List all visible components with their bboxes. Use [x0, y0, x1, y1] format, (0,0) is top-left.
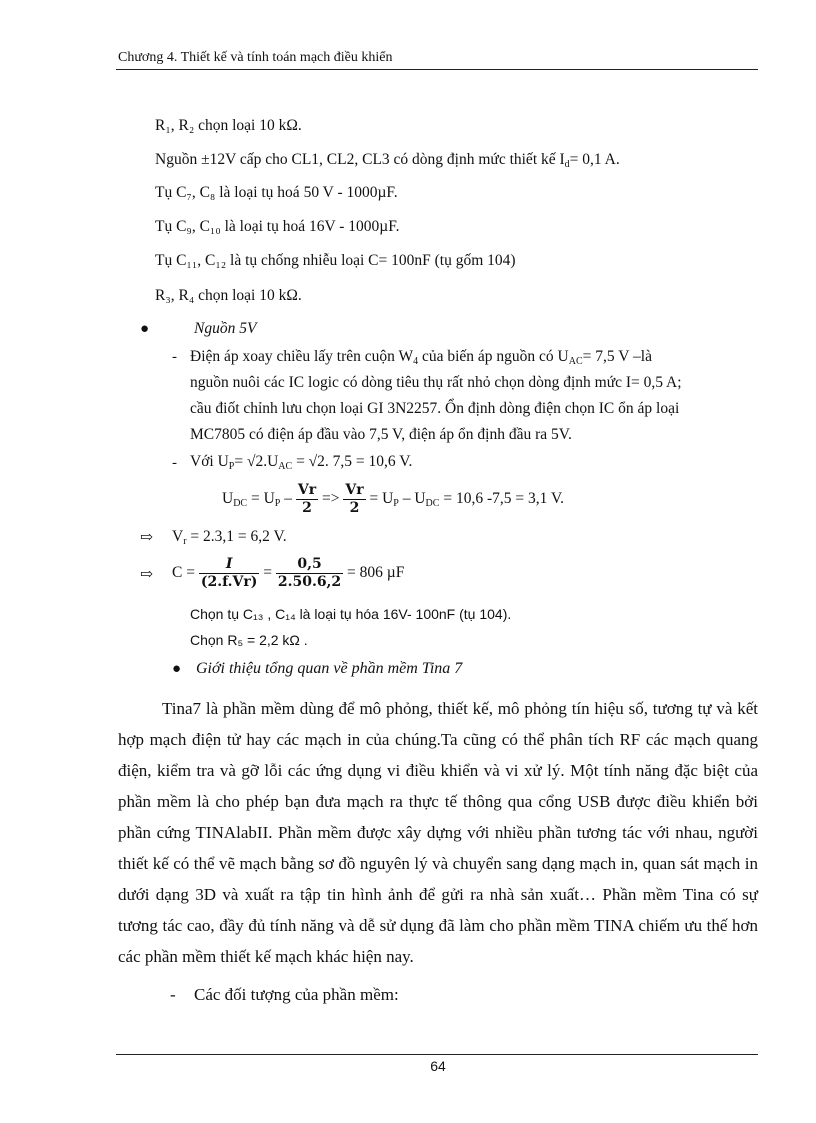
subitem-doi-tuong: Các đối tượng của phần mềm: [194, 985, 399, 1004]
bullet-dot: ● [172, 661, 182, 677]
dash-marker: - [172, 455, 177, 471]
udc-formula: $U_{DC} = U_P$ – $\frac{Vr}{2}$ => $\frac{Vr}{2}$ = $U_P - U_{DC} = 10,6$ -7,5 = 3,1 V. [222, 482, 565, 516]
arrow-icon: ⇨ [140, 566, 153, 583]
fraction-vr-over-2: $\frac{Vr}{2}$ [297, 482, 317, 516]
section-tina7: Giới thiệu tổng quan về phần mềm Tina 7 [196, 660, 463, 677]
line-c9-c10: Tụ C₉, C₁₀ là loại tụ hoá 16V - 1000µF. [155, 218, 400, 235]
item1-line1: Điện áp xoay chiều lấy trên cuộn $W_4$ của biến áp nguồn có $U_{AC}= 7,5$ V –là [190, 348, 652, 367]
item1-line4: MC7805 có điện áp đầu vào 7,5 V, điện áp ổn định đầu ra 5V. [190, 426, 572, 443]
fraction-i-over-2fvr: $\frac{I}{(2.f.Vr)}$ [200, 556, 258, 590]
choose-r5: Chọn R₅ = 2,2 kΩ . [190, 632, 308, 648]
dash-marker: - [172, 349, 177, 365]
vr-result: $V_r = 2.3,1 = 6,2$ V. [172, 528, 287, 547]
item1-line3: cầu điốt chỉnh lưu chọn loại GI 3N2257. Ổn định dòng điện chọn IC ổn áp loại [190, 400, 680, 417]
line-c7-c8: Tụ C₇, C₈ là loại tụ hoá 50 V - 1000µF. [155, 184, 398, 201]
line-r1-r2: R₁, R₂ chọn loại 10 kΩ. [155, 117, 302, 134]
line-r3-r4: R₃, R₄ chọn loại 10 kΩ. [155, 287, 302, 304]
line-c11-c12: Tụ C₁₁, C₁₂ là tụ chống nhiễu loại C= 100nF (tụ gốm 104) [155, 252, 516, 269]
dash-marker: - [170, 985, 176, 1004]
footer-rule [116, 1054, 758, 1055]
page-header: Chương 4. Thiết kế và tính toán mạch điều khiển [118, 50, 393, 65]
fraction-05-over: $\frac{0,5}{2.50.6,2}$ [277, 556, 342, 590]
item2-up-formula: Với $U_P= √2.U_{AC} = √2$. 7,5 = 10,6 V. [190, 453, 413, 472]
page-number: 64 [430, 1058, 446, 1074]
capacitance-formula: C = $\frac{I}{(2.f.Vr)}$ = $\frac{0,5}{2.50.6,2}$ = 806 µF [172, 556, 405, 590]
header-rule [116, 69, 758, 70]
item1-line2: nguồn nuôi các IC logic có dòng tiêu thụ rất nhỏ chọn dòng định mức I= 0,5 A; [190, 374, 682, 391]
arrow-icon: ⇨ [140, 529, 153, 546]
fraction-vr-over-2: $\frac{Vr}{2}$ [345, 482, 364, 516]
line-power-12v: Nguồn ±12V cấp cho CL1, CL2, CL3 có dòng định mức thiết kế $I_d= 0,1$ A. [155, 151, 620, 170]
tina7-paragraph: Tina7 là phần mềm dùng để mô phỏng, thiết kế, mô phỏng tín hiệu số, tương tự và kết hợp mạch điện tử hay các mạch in của chúng.Ta cũng có thể phân tích RF các mạch quang điện, kiểm tra và gỡ lỗi các ứng dụng vi điều khiển và vi xử lý. Một tính năng đặc biệt của phần mềm là cho phép bạn đưa mạch ra thực tế thông qua cổng USB được điều khiển bởi phần cứng TINAlabII. Phần mềm được xây dựng với nhiều phần tương tác với nhau, người thiết kế có thể vẽ mạch bằng sơ đồ nguyên lý và chuyển sang dạng mạch in, quan sát mạch in dưới dạng 3D và xuất ra tập tin hình ảnh để gửi ra nhà sản xuất… Phần mềm Tina có sự tương tác cao, đầy đủ tính năng và dễ sử dụng đã làm cho phần mềm TINA chiếm ưu thế hơn các phần mềm thiết kế mạch khác hiện nay. [118, 699, 758, 966]
bullet-dot: ● [140, 321, 150, 337]
choose-c13-c14: Chọn tụ C₁₃ , C₁₄ là loại tụ hóa 16V- 100nF (tụ 104). [190, 606, 512, 622]
section-nguon-5v: Nguồn 5V [194, 320, 257, 337]
